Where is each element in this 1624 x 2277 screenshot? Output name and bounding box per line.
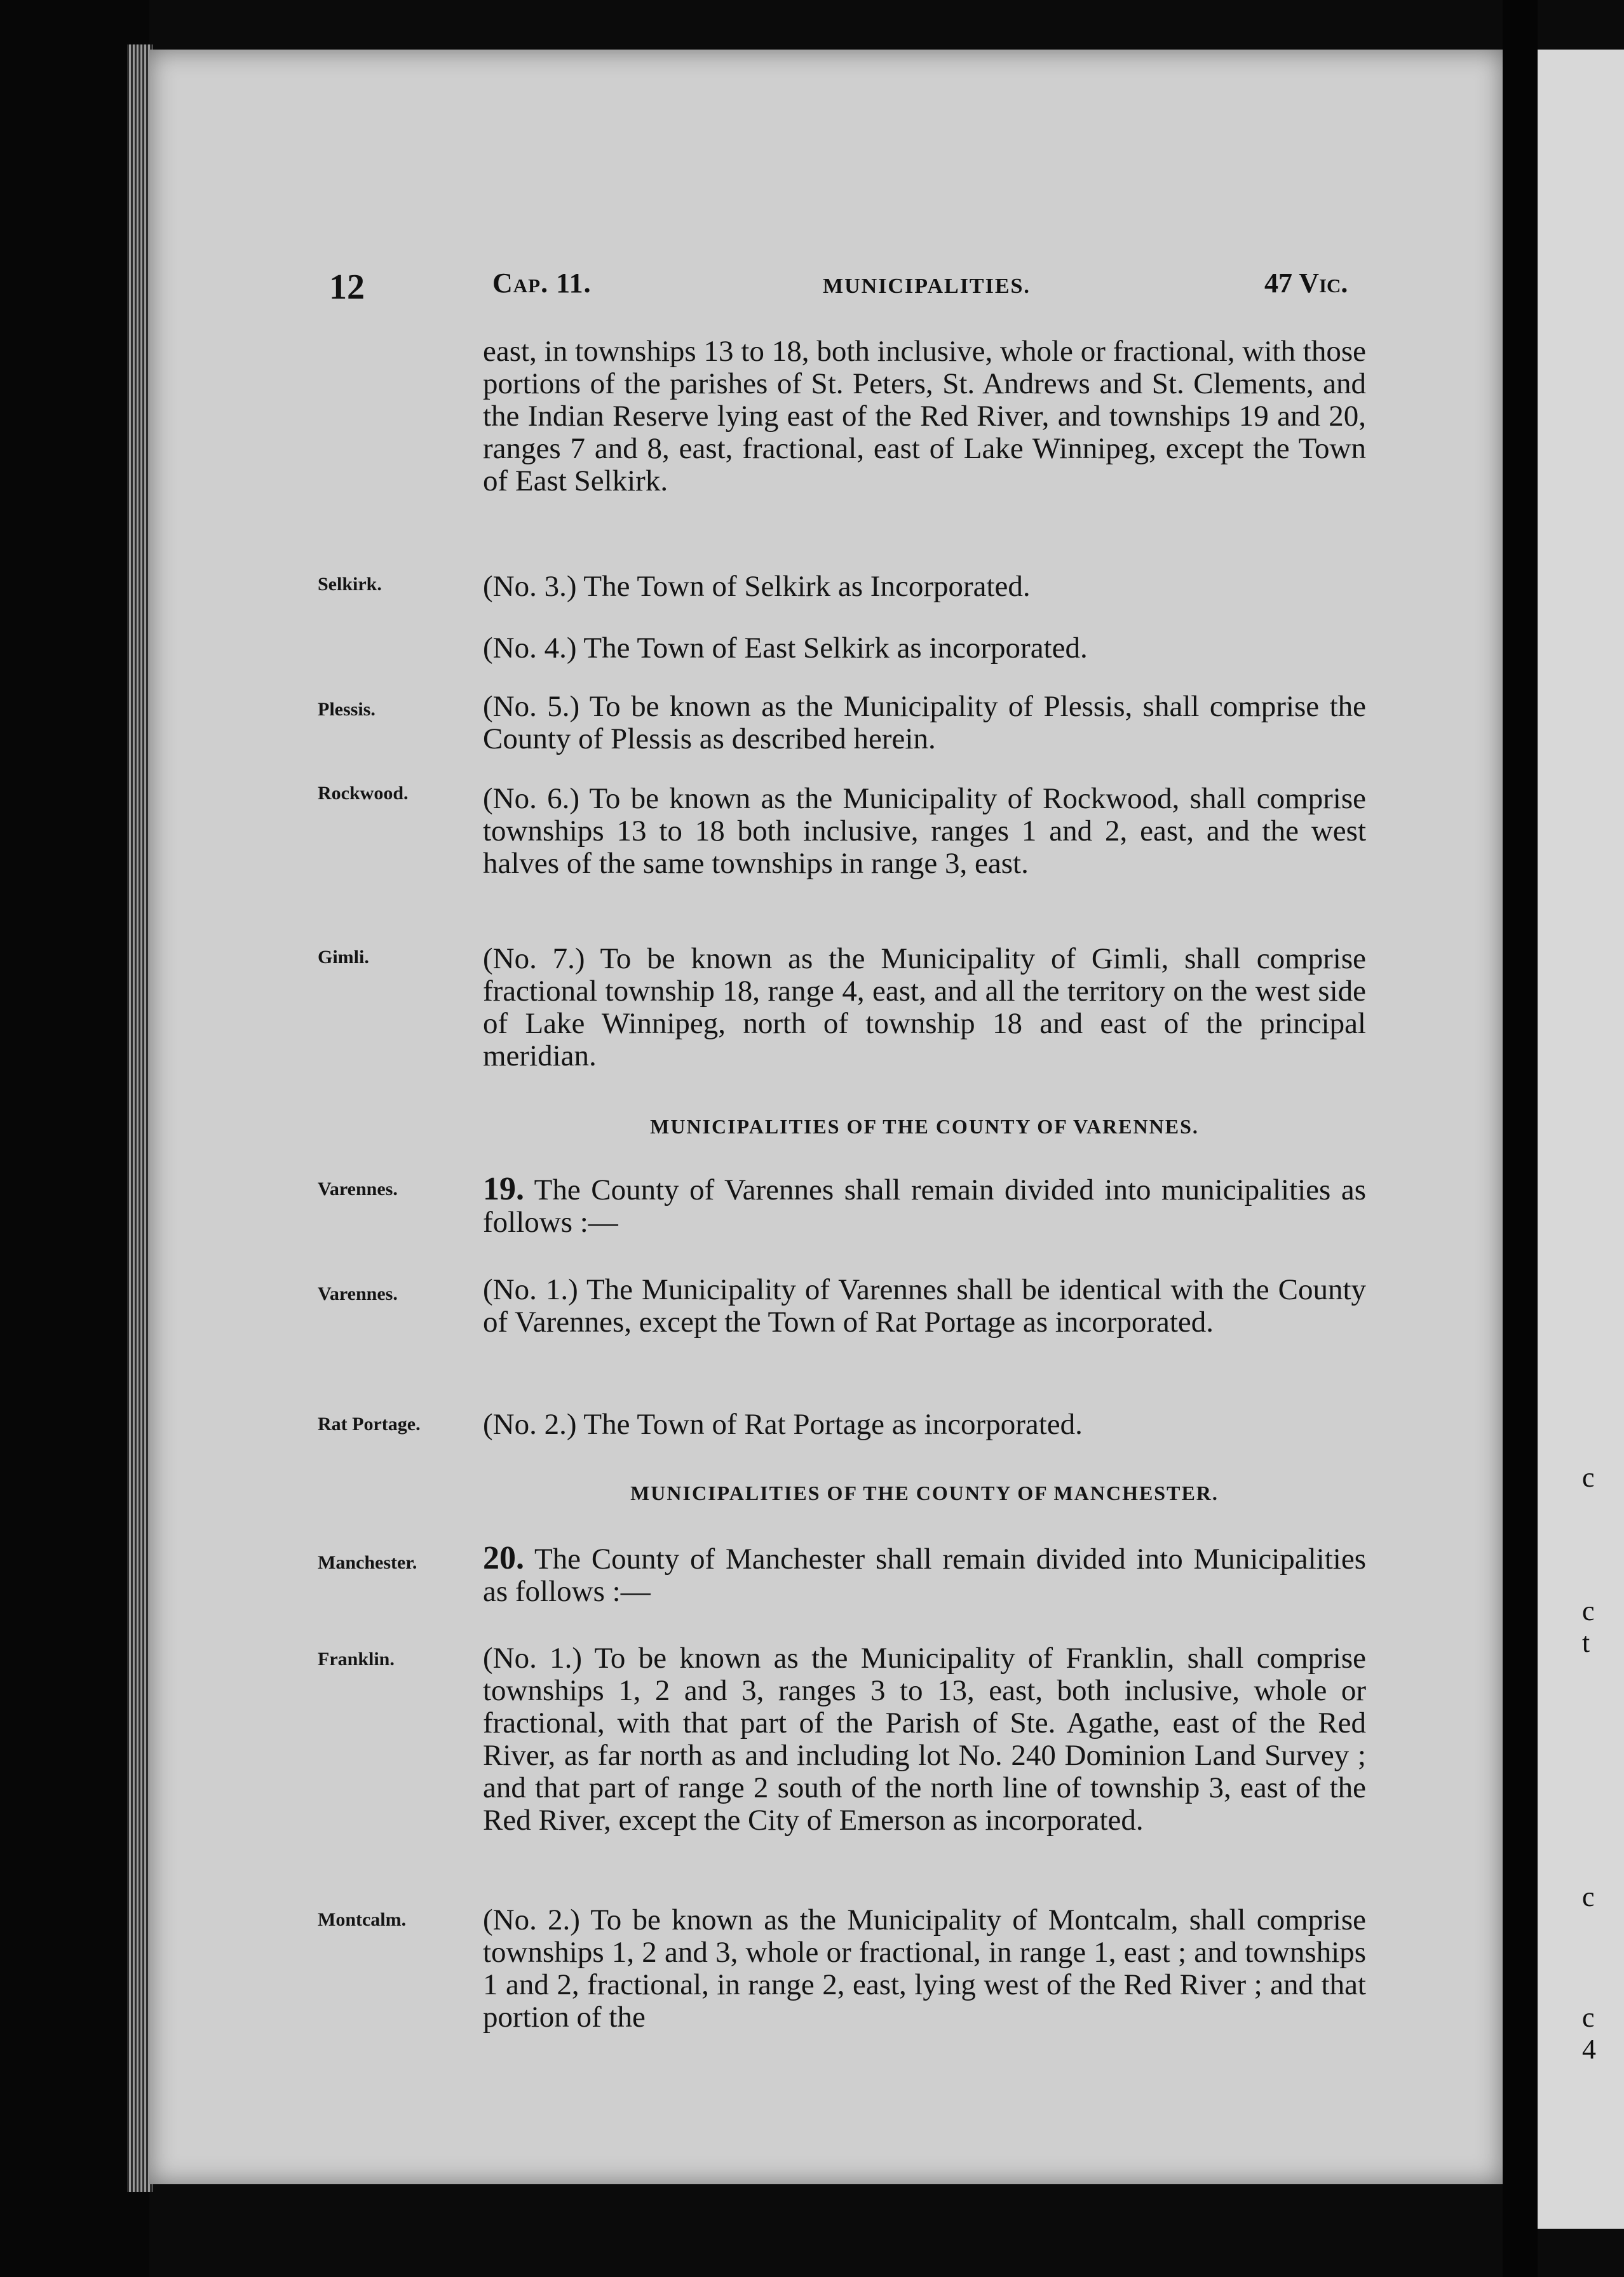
paragraph: [483, 691, 1366, 755]
paragraph: [483, 1274, 1366, 1339]
regnal-year: 47 Vic.: [1264, 267, 1348, 299]
paragraph: [483, 783, 1366, 880]
section-number: 20.: [483, 1540, 524, 1576]
paragraph: [483, 335, 1366, 497]
paragraph-text: (No. 6.) To be known as the Municipality of Rockwood, shall comprise townships 13 to 18 both inclusive, ranges 1 and 2, east, and the west halves of the same townships in range 3, east.: [483, 782, 1366, 880]
page-stack-edge: [127, 44, 152, 2192]
section-heading: MUNICIPALITIES OF THE COUNTY OF VARENNES.: [650, 1115, 1199, 1138]
paragraph-text: (No. 5.) To be known as the Municipality of Plessis, shall comprise the County of Plessis as described herein.: [483, 690, 1366, 755]
section-number: 19.: [483, 1171, 524, 1207]
paragraph-text: The County of Varennes shall remain divided into municipalities as follows :—: [483, 1173, 1366, 1239]
next-page-fragment: c: [1582, 1595, 1595, 1626]
paragraph-text: east, in townships 13 to 18, both inclusive, whole or fractional, with those portions of the parishes of St. Peters, St. Andrews and St. Clements, and the Indian Reserve lying east of the Red River, and townships 19 and 20, ranges 7 and 8, east, fractional, east of Lake Winnipeg, except the Town of East Selkirk.: [483, 335, 1366, 497]
margin-note: Plessis.: [318, 699, 376, 720]
paragraph-text: (No. 4.) The Town of East Selkirk as incorporated.: [483, 632, 1088, 665]
paragraph-text: (No. 2.) To be known as the Municipality of Montcalm, shall comprise townships 1, 2 and 3, whole or fractional, in range 1, east ; and townships 1 and 2, fractional, in range 2, east, lying west of the Red River ; and that portion of the: [483, 1903, 1366, 2034]
page-number: 12: [329, 267, 365, 307]
running-title: MUNICIPALITIES.: [823, 274, 1031, 298]
paragraph-text: (No. 1.) The Municipality of Varennes shall be identical with the County of Varennes, except the Town of Rat Portage as incorporated.: [483, 1273, 1366, 1339]
next-page-edge: [1538, 50, 1624, 2229]
paragraph: [483, 1542, 1366, 1608]
next-page-fragment: c: [1582, 1462, 1595, 1493]
binding-gutter: [1503, 0, 1538, 2277]
paragraph: [483, 1409, 1366, 1441]
paragraph: [483, 1904, 1366, 2034]
paragraph-text: (No. 3.) The Town of Selkirk as Incorporated.: [483, 570, 1031, 603]
section-heading: MUNICIPALITIES OF THE COUNTY OF MANCHESTER.: [630, 1482, 1219, 1504]
next-page-fragment: c: [1582, 1881, 1595, 1912]
margin-note: Selkirk.: [318, 574, 382, 595]
margin-note: Varennes.: [318, 1179, 398, 1199]
paragraph: [483, 943, 1366, 1072]
paragraph: [483, 632, 1366, 665]
next-page-fragment: t: [1582, 1627, 1590, 1658]
next-page-fragment: c: [1582, 2002, 1595, 2033]
paragraph-text: (No. 7.) To be known as the Municipality of Gimli, shall comprise fractional township 18, range 4, east, and all the territory on the west side of Lake Winnipeg, north of township 18 and east of the principal meridian.: [483, 942, 1366, 1072]
chapter-label: Cap. 11.: [492, 267, 592, 299]
margin-note: Montcalm.: [318, 1909, 407, 1930]
paragraph-text: The County of Manchester shall remain divided into Municipalities as follows :—: [483, 1543, 1366, 1608]
paragraph: [483, 1642, 1366, 1837]
margin-note: Varennes.: [318, 1283, 398, 1304]
margin-note: Manchester.: [318, 1552, 417, 1573]
next-page-fragment: 4: [1582, 2034, 1596, 2065]
paragraph-text: (No. 1.) To be known as the Municipality of Franklin, shall comprise townships 1, 2 and 3, ranges 3 to 13, east, both inclusive, whole or fractional, with that part of the Parish of Ste. Agathe, east of the Red River, as far north as and including lot No. 240 Dominion Land Survey ; and that part of range 2 south of the north line of township 3, east of the Red River, except the City of Emerson as incorporated.: [483, 1642, 1366, 1837]
margin-note: Rockwood.: [318, 783, 409, 804]
paragraph: [483, 571, 1366, 603]
margin-note: Franklin.: [318, 1649, 395, 1670]
paragraph: [483, 1173, 1366, 1239]
margin-note: Rat Portage.: [318, 1414, 421, 1435]
margin-note: Gimli.: [318, 947, 369, 968]
paragraph-text: (No. 2.) The Town of Rat Portage as incorporated.: [483, 1408, 1083, 1441]
